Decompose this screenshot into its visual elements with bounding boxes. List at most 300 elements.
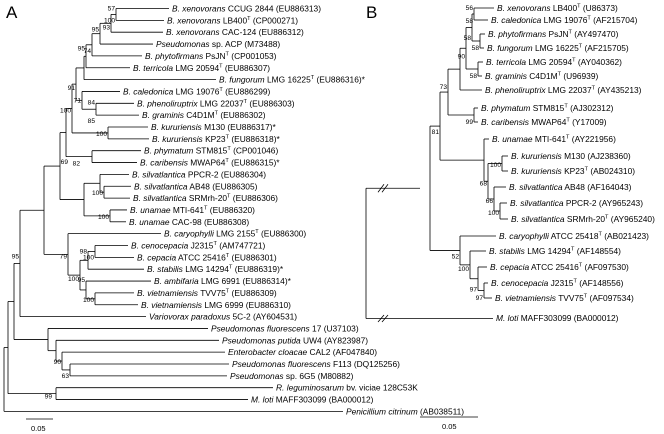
taxon-epithet: ambifaria <box>164 276 199 287</box>
taxon-label <box>137 252 277 262</box>
taxon-genus: B. <box>164 228 172 239</box>
taxon-label <box>167 15 298 25</box>
taxon-acc: (EU886305) <box>212 181 258 192</box>
taxon-genus: Pseudomonas <box>232 359 286 369</box>
taxon-genus: B. <box>141 299 149 310</box>
taxon-acc: (CP001046) <box>233 145 279 156</box>
taxon-epithet: cenocepacia <box>501 278 549 288</box>
taxon-label <box>137 288 277 298</box>
taxon-strain: KP23 <box>564 166 585 176</box>
taxon-genus: B. <box>152 133 160 144</box>
taxon-genus: B. <box>147 264 155 275</box>
taxon-strain: LMG 6991 <box>201 276 241 287</box>
taxon-label <box>509 182 632 192</box>
taxon-strain: LMG 16225 <box>266 74 311 85</box>
taxon-strain: LB400 <box>552 3 578 13</box>
taxon-acc: (AF215705) <box>584 43 629 53</box>
taxon-strain: M130 <box>204 122 226 132</box>
taxon-epithet: kururiensis <box>161 122 202 132</box>
taxon-type: T <box>225 51 229 58</box>
taxon-acc: (EU886314)* <box>242 276 291 287</box>
taxon-epithet: phenoliruptrix <box>495 85 546 95</box>
taxon-label <box>149 312 297 322</box>
taxon-genus: B. <box>142 110 150 121</box>
taxon-label <box>152 134 280 144</box>
taxon-strain: PsJN <box>205 50 226 61</box>
taxon-genus: B. <box>154 276 162 287</box>
taxon-acc: (EU886299) <box>225 86 271 97</box>
taxon-epithet: fungorum <box>229 74 265 85</box>
taxon-epithet: stabilis <box>157 264 183 275</box>
taxon-strain: MWAP64 <box>531 117 567 127</box>
bootstrap-value: 58 <box>463 35 471 42</box>
taxon-strain: LB400 <box>222 15 248 26</box>
taxon-genus: B. <box>509 182 517 192</box>
taxon-epithet: silvatlantica <box>143 193 187 204</box>
taxon-strain: J2315 <box>550 278 574 288</box>
taxon-genus: B. <box>481 103 489 113</box>
taxon-strain: 5C-2 <box>232 311 251 322</box>
taxon-strain: CAC-98 <box>171 216 202 227</box>
taxon-label <box>130 205 255 215</box>
taxon-label <box>499 231 649 241</box>
taxon-strain: TVV75 <box>200 287 226 298</box>
taxon-acc: (AF164043) <box>587 182 632 192</box>
taxon-acc: (U96939) <box>563 71 599 81</box>
taxon-epithet: paradoxus <box>191 311 231 322</box>
tree-b <box>366 3 655 323</box>
taxon-strain: MAFF303099 <box>275 394 327 405</box>
taxon-label <box>489 246 621 256</box>
taxon-epithet: kururiensis <box>521 166 562 176</box>
taxon-acc: (AF148554) <box>576 246 621 256</box>
taxon-type: T <box>577 3 581 10</box>
taxon-strain: bv. viciae 128C53K <box>346 382 418 393</box>
taxon-label <box>251 395 374 405</box>
taxon-epithet: graminis <box>152 110 184 121</box>
taxon-acc: (EU886319)* <box>234 264 284 275</box>
panel-a-label: A <box>6 3 18 22</box>
taxon-acc: (EU886304) <box>220 169 267 180</box>
taxon-epithet: unamae <box>139 216 170 227</box>
taxon-epithet: unamae <box>502 134 533 144</box>
bootstrap-value: 57 <box>107 5 115 13</box>
taxon-epithet: leguminosarum <box>286 382 344 393</box>
taxon-strain: SRMrh-20 <box>566 214 606 224</box>
taxon-type: T <box>564 103 568 110</box>
taxon-strain: PPCR-2 <box>187 169 219 180</box>
taxon-genus: R. <box>276 382 285 393</box>
bootstrap-value: 100 <box>95 130 107 138</box>
taxon-strain: LMG 16225 <box>534 43 579 53</box>
bootstrap-value: 100 <box>91 190 103 198</box>
taxon-epithet: silvatlantica <box>519 182 563 192</box>
taxon-epithet: vietnamiensis <box>151 299 202 310</box>
bootstrap-value: 66 <box>485 198 493 205</box>
taxon-epithet: silvatlantica <box>144 181 188 192</box>
taxon-epithet: cepacia <box>147 252 177 263</box>
taxon-label <box>232 359 400 369</box>
taxon-strain: LMG 20594 <box>528 57 573 67</box>
bootstrap-value: 73 <box>439 84 447 92</box>
taxon-acc: (AB024310) <box>590 166 636 176</box>
bootstrap-value: 100 <box>457 265 469 273</box>
taxon-label <box>134 181 258 191</box>
taxon-type: T <box>247 15 251 22</box>
taxon-type: T <box>255 229 259 236</box>
taxon-acc: (DQ125256) <box>353 359 400 369</box>
taxon-genus: B. <box>487 43 495 53</box>
taxon-genus: B. <box>167 15 175 26</box>
taxon-genus: B. <box>133 62 141 73</box>
taxon-type: T <box>228 264 233 271</box>
bootstrap-value: 100 <box>97 213 109 221</box>
bootstrap-value: 68 <box>479 180 487 188</box>
taxon-epithet: xenovorans <box>507 3 551 13</box>
taxon-genus: B. <box>172 3 180 14</box>
taxon-acc: (AJ238360) <box>587 151 631 161</box>
taxon-epithet: kururiensis <box>521 151 562 161</box>
taxon-genus: B. <box>485 85 493 95</box>
taxon-type: T <box>213 241 217 247</box>
taxon-acc: (AB021423) <box>604 231 649 241</box>
bootstrap-value: 58 <box>465 18 473 25</box>
taxon-genus: B. <box>491 15 499 25</box>
taxon-strain: 6G5 <box>299 370 316 381</box>
taxon-acc: (EU886318)* <box>231 133 280 144</box>
taxon-acc: (EU886307) <box>224 62 271 73</box>
taxon-label <box>497 3 618 13</box>
taxon-strain: TVV75 <box>558 293 584 303</box>
taxon-type: T <box>584 166 588 173</box>
taxon-strain: AB48 <box>564 182 585 192</box>
bootstrap-value: 71 <box>73 97 81 105</box>
taxon-genus: B. <box>511 166 519 176</box>
taxon-label <box>137 98 295 108</box>
bootstrap-value: 95 <box>11 253 19 261</box>
taxon-label <box>222 335 368 345</box>
taxon-strain: LMG 22037 <box>547 85 592 95</box>
taxon-strain: MTI-641 <box>534 134 567 144</box>
taxon-genus: B. <box>495 293 503 303</box>
taxon-label <box>488 29 619 39</box>
taxon-epithet: phymatum <box>491 103 531 113</box>
taxon-type: T <box>225 158 229 165</box>
taxon-label <box>131 241 265 251</box>
taxon-epithet: xenovorans <box>176 27 220 38</box>
taxon-genus: B. <box>499 231 507 241</box>
taxon-acc: (AF148556) <box>579 278 624 288</box>
taxon-label <box>166 27 304 37</box>
taxon-epithet: sp. <box>211 39 224 50</box>
taxon-genus: B. <box>491 278 499 288</box>
taxon-acc: (AY965240) <box>610 214 655 224</box>
taxon-label <box>147 264 284 274</box>
taxon-genus: B. <box>511 214 519 224</box>
taxon-acc: (BA000012) <box>328 394 374 405</box>
taxon-strain: C4D1M <box>529 71 558 81</box>
taxon-epithet: caribensis <box>150 157 188 168</box>
taxon-genus: Pseudomonas <box>222 335 276 346</box>
taxon-acc: (EU886320) <box>209 204 255 215</box>
taxon-label <box>151 122 277 132</box>
taxon-genus: B. <box>131 240 139 251</box>
taxon-label <box>491 15 638 25</box>
bootstrap-value: 90 <box>53 359 61 367</box>
taxon-strain: LMG 22037 <box>199 98 244 109</box>
taxon-epithet: kururiensis <box>162 133 203 144</box>
taxon-acc: (AY435213) <box>597 85 642 95</box>
taxon-genus: B. <box>144 145 152 156</box>
taxon-epithet: phytofirmans <box>155 50 204 61</box>
taxon-acc: (BA000012) <box>573 313 619 323</box>
taxon-epithet: loti <box>507 313 519 323</box>
taxon-genus: Enterobacter <box>228 347 276 358</box>
bootstrap-value: 98 <box>79 248 87 256</box>
taxon-genus: B. <box>151 122 159 132</box>
bootstrap-value: 79 <box>59 253 67 261</box>
taxon-genus: B. <box>510 198 518 208</box>
taxon-type: T <box>566 134 570 141</box>
taxon-strain: STM815 <box>532 103 565 113</box>
taxon-epithet: cepacia <box>500 262 530 272</box>
taxon-strain: LMG 6999 <box>204 299 244 310</box>
bootstrap-value: 84 <box>87 99 95 107</box>
taxon-type: T <box>570 246 575 253</box>
taxon-epithet: caledonica <box>501 15 542 25</box>
taxon-strain: M130 <box>564 151 586 161</box>
taxon-type: T <box>605 214 609 221</box>
bootstrap-value: 100 <box>489 162 501 169</box>
taxon-epithet: caribensis <box>491 117 529 127</box>
taxon-genus: B. <box>137 252 145 263</box>
taxon-acc: (M80882) <box>317 370 354 381</box>
taxon-type: T <box>573 278 577 285</box>
taxon-genus: B. <box>490 262 498 272</box>
taxon-epithet: graminis <box>495 71 527 81</box>
taxon-strain: PPCR-2 <box>565 198 597 208</box>
bootstrap-value: 95 <box>77 45 85 53</box>
bootstrap-value: 52 <box>451 253 459 261</box>
taxon-epithet: xenovorans <box>177 15 221 26</box>
taxon-genus: B. <box>137 98 145 109</box>
taxon-epithet: fluorescens <box>266 323 310 334</box>
taxon-label <box>481 117 607 127</box>
taxon-epithet: caryophylli <box>174 228 214 239</box>
taxon-type: T <box>243 98 248 105</box>
taxon-strain: CAL2 <box>309 347 331 358</box>
bootstrap-value: 100 <box>67 276 79 284</box>
taxon-acc: (EU886312) <box>258 27 304 38</box>
taxon-label <box>129 217 249 227</box>
taxon-strain: CCUG 2844 <box>227 3 274 14</box>
bootstrap-value: 97 <box>469 286 477 294</box>
taxon-label <box>496 313 619 323</box>
taxon-epithet: putida <box>277 335 301 346</box>
taxon-strain: LMG 14294 <box>527 246 571 256</box>
taxon-label <box>211 323 359 333</box>
taxon-acc: (AY823987) <box>323 335 369 346</box>
taxon-epithet: loti <box>262 394 274 405</box>
taxon-acc: (CP001053) <box>231 50 277 61</box>
taxon-label <box>141 300 291 310</box>
taxon-label <box>133 63 270 73</box>
bootstrap-value: 58 <box>469 73 477 80</box>
taxon-acc: (AY221956) <box>571 134 616 144</box>
taxon-acc: (AY965243) <box>598 198 643 208</box>
bootstrap-value: 100 <box>487 210 499 217</box>
taxon-label <box>123 86 271 96</box>
taxon-type: T <box>227 146 231 153</box>
scale-bar-a <box>26 419 53 433</box>
taxon-strain: 17 <box>312 323 322 334</box>
taxon-type: T <box>310 75 315 82</box>
taxon-type: T <box>598 231 602 238</box>
taxon-epithet: silvatlantica <box>142 169 186 180</box>
taxon-strain: CAC-124 <box>221 27 257 38</box>
bootstrap-value: 91 <box>67 85 75 93</box>
taxon-label <box>486 57 622 67</box>
taxon-strain: MTI-641 <box>172 204 205 215</box>
taxon-label <box>490 262 629 272</box>
taxon-label <box>154 276 292 286</box>
taxon-epithet: fluorescens <box>287 359 331 369</box>
taxon-strain: J2315 <box>190 240 214 251</box>
taxon-epithet: xenovorans <box>182 3 226 14</box>
taxon-epithet: fungorum <box>497 43 533 53</box>
taxon-acc: (EU886317)* <box>227 122 276 132</box>
taxon-genus: B. <box>145 50 153 61</box>
taxon-genus: B. <box>486 57 494 67</box>
taxon-type: T <box>219 63 223 70</box>
taxon-label <box>228 347 377 357</box>
taxon-label <box>145 51 277 61</box>
bootstrap-value: 100 <box>103 17 115 25</box>
taxon-genus: B. <box>511 151 519 161</box>
taxon-genus: Pseudomonas <box>230 370 284 381</box>
bootstrap-value: 100 <box>59 107 71 115</box>
taxon-epithet: cenocepacia <box>141 240 189 251</box>
taxon-genus: B. <box>129 216 137 227</box>
taxon-genus: B. <box>134 181 142 192</box>
bootstrap-value: 85 <box>87 118 95 126</box>
taxon-type: T <box>572 57 576 64</box>
taxon-genus: B. <box>133 193 141 204</box>
taxon-label <box>346 406 464 416</box>
bootstrap-value: 95 <box>77 276 85 284</box>
taxon-acc: (EU886315)* <box>231 157 280 168</box>
taxon-acc: (EU886301) <box>231 252 277 263</box>
panel-b-label: B <box>366 3 378 22</box>
taxon-label <box>156 39 280 49</box>
taxon-strain: LMG 20594 <box>175 62 220 73</box>
taxon-acc: (Y17009) <box>572 117 607 127</box>
taxon-acc: (AY604531) <box>253 311 298 322</box>
taxon-strain: ATCC 25416 <box>531 262 579 272</box>
taxon-strain: AB48 <box>189 181 210 192</box>
taxon-type: T <box>568 29 572 36</box>
taxon-strain: MWAP64 <box>190 157 226 168</box>
taxon-genus: M. <box>496 313 506 323</box>
taxon-epithet: caryophylli <box>509 231 549 241</box>
taxon-strain: SRMrh-20 <box>188 193 228 204</box>
taxon-acc: (AB038511) <box>420 406 465 417</box>
taxon-genus: B. <box>140 157 148 168</box>
taxon-genus: M. <box>251 394 261 405</box>
taxon-strain: UW4 <box>303 335 322 346</box>
bootstrap-value: 99 <box>465 119 473 126</box>
tree-a <box>4 4 464 417</box>
taxon-label <box>230 371 354 381</box>
taxon-label <box>491 278 624 288</box>
taxon-label <box>511 214 655 224</box>
taxon-label <box>140 158 280 168</box>
taxon-genus: B. <box>130 204 138 215</box>
taxon-epithet: stabilis <box>499 246 525 256</box>
taxon-type: T <box>591 85 596 92</box>
taxon-label <box>133 193 278 203</box>
taxon-label <box>219 75 366 85</box>
taxon-epithet: unamae <box>140 204 171 215</box>
taxon-label <box>487 43 629 53</box>
taxon-genus: B. <box>166 27 174 38</box>
taxon-type: T <box>214 110 219 117</box>
taxon-label <box>485 71 599 81</box>
taxon-strain: LMG 2155 <box>216 228 256 239</box>
taxon-type: T <box>225 288 230 295</box>
taxon-type: T <box>225 134 229 141</box>
bootstrap-value: 95 <box>91 26 99 34</box>
taxon-acc: (U37103) <box>323 323 359 334</box>
taxon-strain: STM815 <box>195 145 228 156</box>
taxon-acc: (M73488) <box>244 39 281 50</box>
taxon-acc: (EU886303) <box>249 98 295 109</box>
taxon-acc: (AF097530) <box>584 262 629 272</box>
taxon-genus: Pseudomonas <box>211 323 265 334</box>
bootstrap-value: 74 <box>83 47 91 55</box>
taxon-label <box>142 110 266 120</box>
taxon-genus: B. <box>492 134 500 144</box>
taxon-label <box>495 293 634 303</box>
taxon-epithet: cloacae <box>278 347 308 358</box>
taxon-strain: KP23 <box>205 133 226 144</box>
bootstrap-value: 97 <box>475 295 483 302</box>
taxon-strain: LMG 14294 <box>185 264 229 275</box>
taxon-acc: (EU886306) <box>232 193 278 204</box>
taxon-acc: (EU886313) <box>275 3 322 14</box>
taxon-label <box>511 166 635 176</box>
bootstrap-value: 99 <box>44 393 52 401</box>
bootstrap-value: 100 <box>82 296 94 304</box>
taxon-epithet: phymatum <box>154 145 194 156</box>
taxon-strain: LMG 19076 <box>175 86 220 97</box>
taxon-epithet: sp. <box>285 370 298 381</box>
taxon-strain: C4D1M <box>186 110 215 121</box>
bootstrap-value: 56 <box>465 5 473 12</box>
taxon-acc: (CP000271) <box>252 15 299 26</box>
taxon-epithet: caledonica <box>133 86 174 97</box>
taxon-acc: (AY497470) <box>574 29 619 39</box>
bootstrap-value: 100 <box>82 254 94 262</box>
taxon-type: T <box>219 86 223 93</box>
taxon-label <box>276 383 418 393</box>
taxon-genus: B. <box>132 169 140 180</box>
taxon-type: T <box>227 193 231 200</box>
taxon-strain: ATCC 25416 <box>178 252 226 263</box>
taxon-acc: (EU886309) <box>231 287 277 298</box>
taxon-type: T <box>557 71 562 78</box>
taxon-label <box>492 134 616 144</box>
